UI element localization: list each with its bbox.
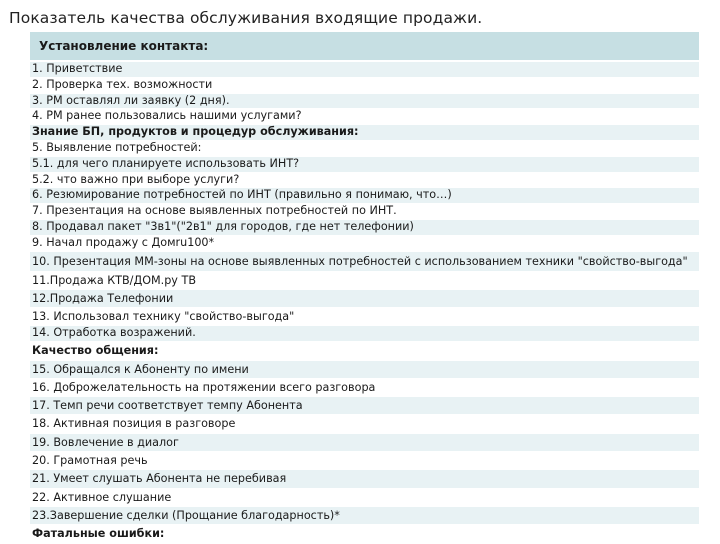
quality-criteria-table bbox=[30, 32, 699, 544]
table-row: 8. Продавал пакет "3в1"("2в1" для городов, где нет телефонии) bbox=[30, 220, 699, 236]
table-row: 2. Проверка тех. возможности bbox=[30, 78, 699, 94]
table-row: 12.Продажа Телефонии bbox=[30, 290, 699, 308]
table-row: 3. РМ оставлял ли заявку (2 дня). bbox=[30, 94, 699, 110]
table-row: 9. Начал продажу с Домru100* bbox=[30, 236, 699, 252]
table-row: 7. Презентация на основе выявленных потребностей по ИНТ. bbox=[30, 204, 699, 220]
table-row: 1. Приветствие bbox=[30, 62, 699, 78]
table-row: 21. Умеет слушать Абонента не перебивая bbox=[30, 470, 699, 488]
table-row: 20. Грамотная речь bbox=[30, 452, 699, 470]
table-row: 23.Завершение сделки (Прощание благодарность)* bbox=[30, 507, 699, 525]
table-row: 14. Отработка возражений. bbox=[30, 326, 699, 342]
table-row: 13. Использовал технику "свойство-выгода" bbox=[30, 308, 699, 326]
section-heading: Знание БП, продуктов и процедур обслуживания: bbox=[30, 125, 699, 141]
table-row: 22. Активное слушание bbox=[30, 489, 699, 507]
table-row: 10. Презентация ММ-зоны на основе выявленных потребностей с использованием техники "свойство-выгода" bbox=[30, 252, 699, 272]
table-row: 5.1. для чего планируете использовать ИНТ? bbox=[30, 157, 699, 173]
table-row: 11.Продажа КТВ/ДОМ.ру ТВ bbox=[30, 272, 699, 290]
page-title: Показатель качества обслуживания входящие продажи. bbox=[9, 9, 483, 27]
table-row: 4. РМ ранее пользовались нашими услугами? bbox=[30, 109, 699, 125]
table-row: 18. Активная позиция в разговоре bbox=[30, 415, 699, 433]
table-row: 17. Темп речи соответствует темпу Абонента bbox=[30, 397, 699, 415]
table-row: 15. Обращался к Абоненту по имени bbox=[30, 361, 699, 379]
table-row: 6. Резюмирование потребностей по ИНТ (правильно я понимаю, что…) bbox=[30, 188, 699, 204]
table-row: 5.2. что важно при выборе услуги? bbox=[30, 173, 699, 189]
table-row: 5. Выявление потребностей: bbox=[30, 141, 699, 157]
table-row: 16. Доброжелательность на протяжении всего разговора bbox=[30, 379, 699, 397]
section-heading: Качество общения: bbox=[30, 342, 699, 360]
table-row: 19. Вовлечение в диалог bbox=[30, 434, 699, 452]
criteria-list bbox=[30, 62, 699, 544]
section-heading: Фатальные ошибки: bbox=[30, 525, 699, 543]
table-header: Установление контакта: bbox=[30, 32, 699, 60]
